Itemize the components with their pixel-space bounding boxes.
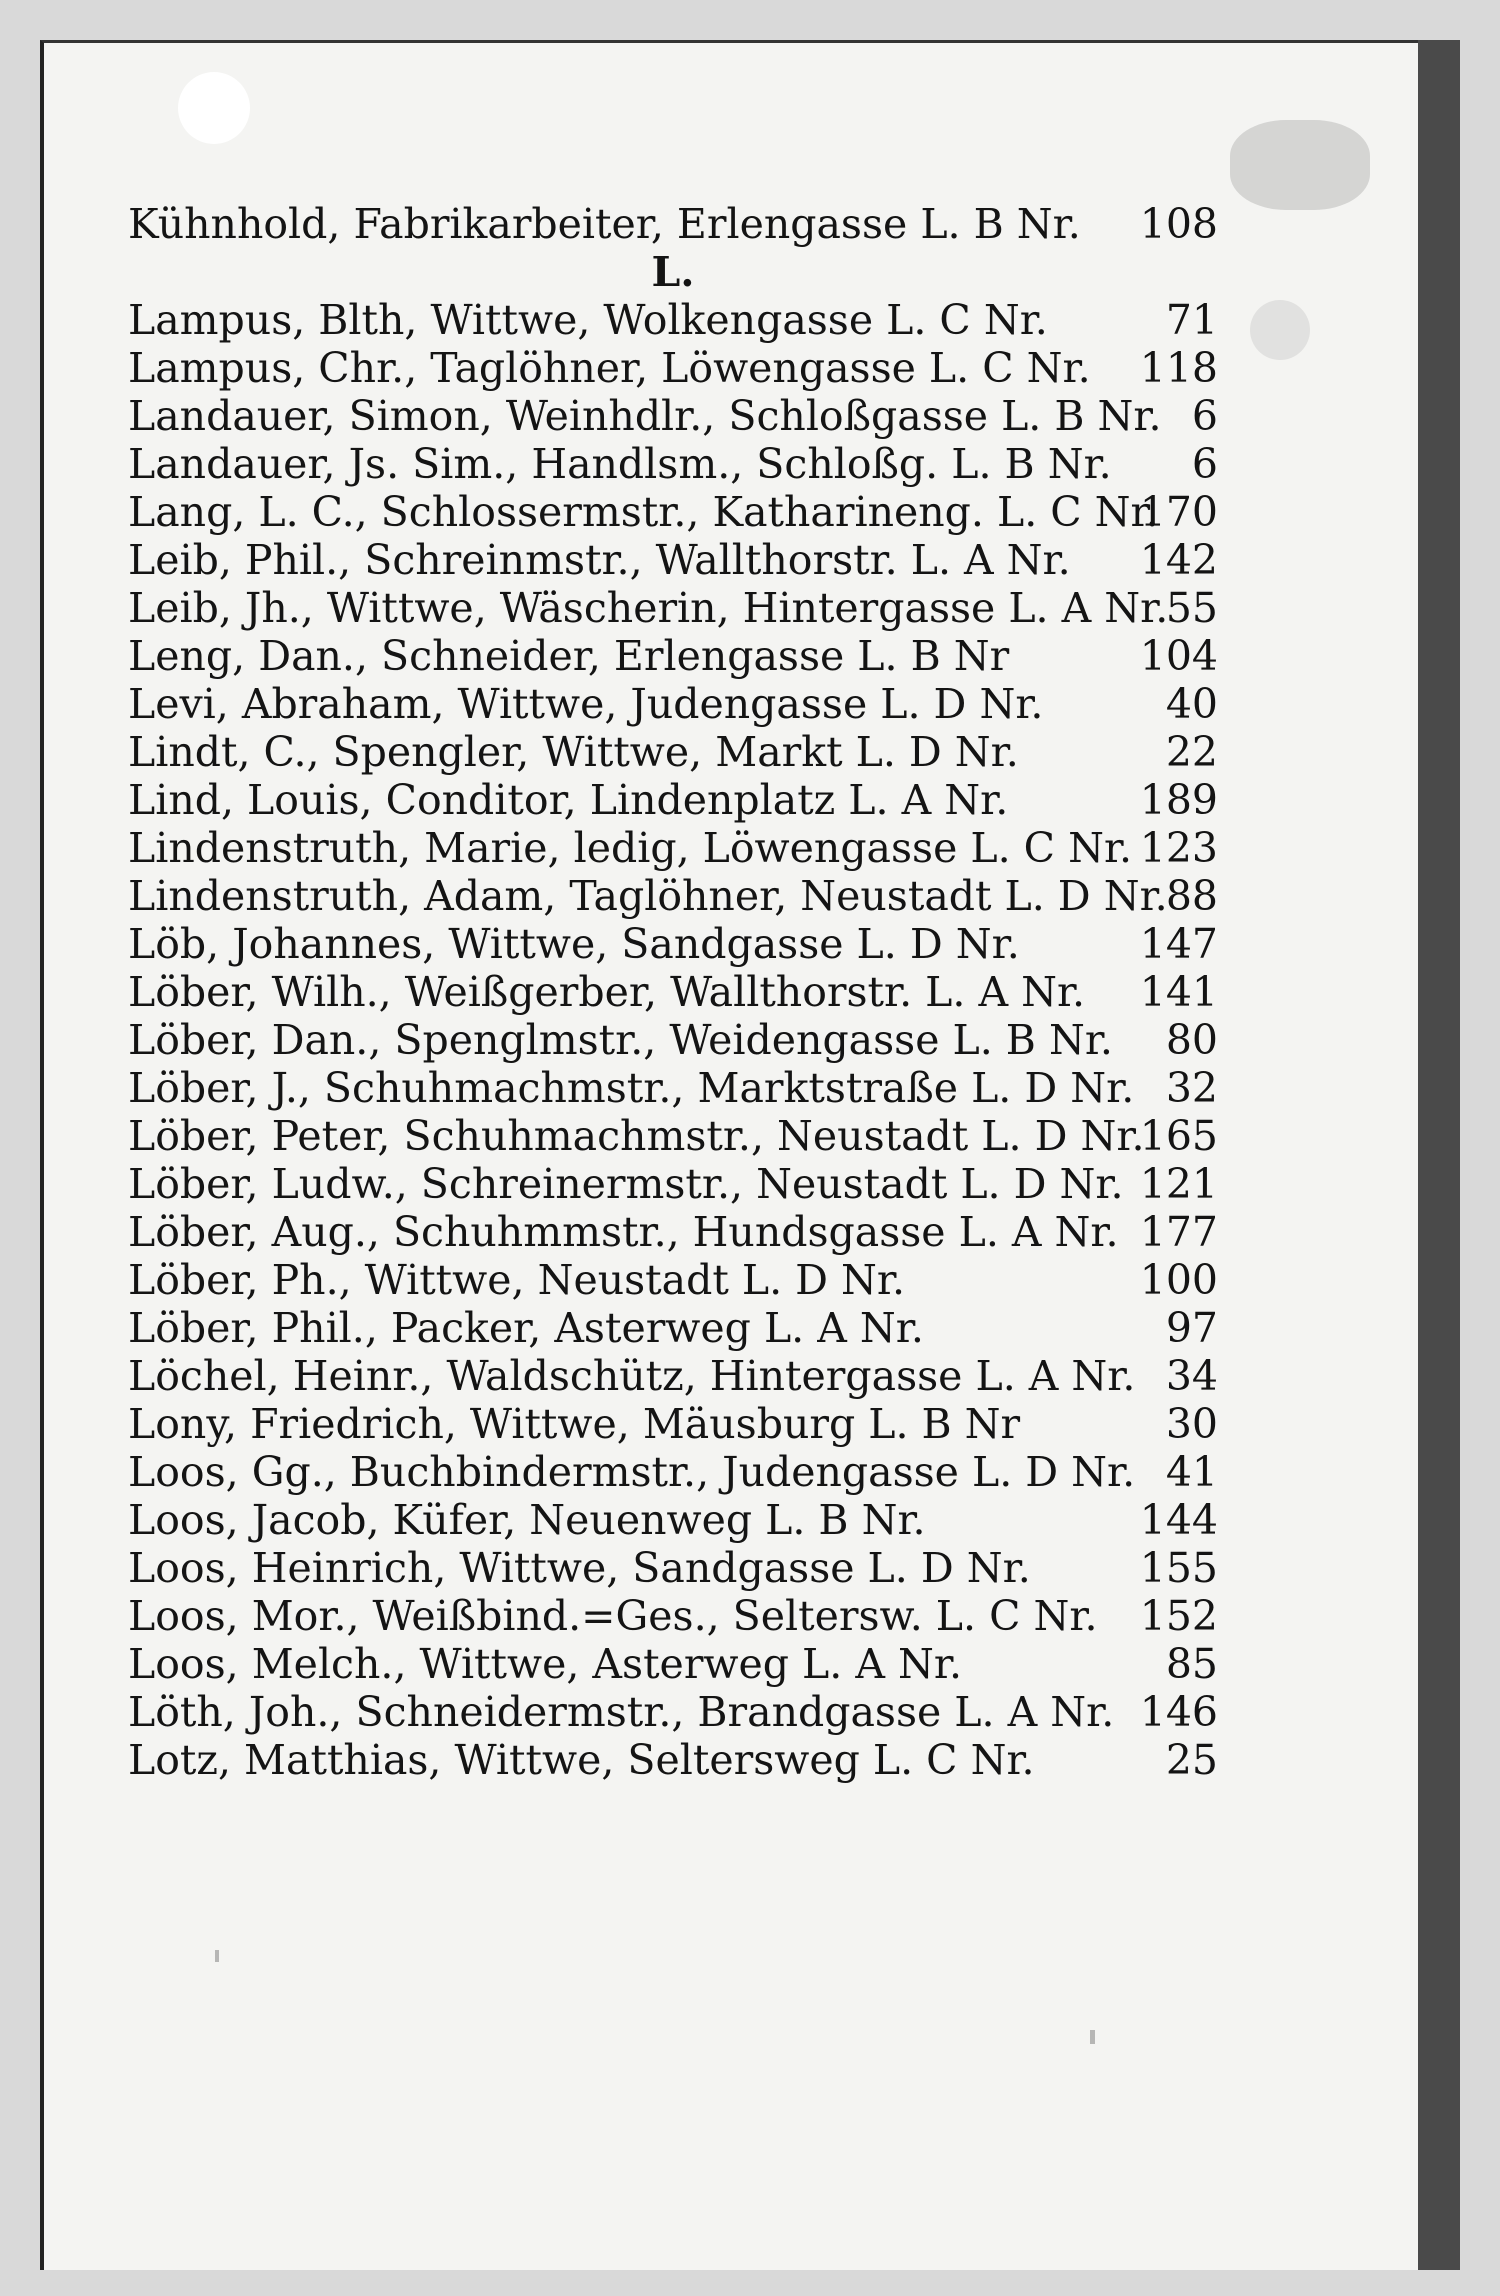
entry-number: 146 (1139, 1688, 1218, 1736)
entry-number: 100 (1139, 1256, 1218, 1304)
entry-number: 108 (1139, 200, 1218, 248)
entry-text: Löber, Phil., Packer, Asterweg L. A Nr. (128, 1304, 924, 1352)
entry-text: Löth, Joh., Schneidermstr., Brandgasse L. A Nr. (128, 1688, 1115, 1736)
entry-number: 40 (1165, 680, 1218, 728)
entry-number: 85 (1165, 1640, 1218, 1688)
scan-speck (1230, 120, 1370, 210)
entry-row (128, 296, 1218, 344)
page-shadow-edge (1418, 40, 1460, 2270)
entry-row (128, 1208, 1218, 1256)
entry-text: Loos, Mor., Weißbind.=Ges., Seltersw. L. C Nr. (128, 1592, 1098, 1640)
entry-row (128, 1112, 1218, 1160)
entry-text: Loos, Gg., Buchbindermstr., Judengasse L. D Nr. (128, 1448, 1136, 1496)
entry-number: 34 (1165, 1352, 1218, 1400)
entry-row (128, 344, 1218, 392)
section-letter: L. (651, 248, 695, 296)
entry-text: Leib, Phil., Schreinmstr., Wallthorstr. L. A Nr. (128, 536, 1071, 584)
entry-text: Löber, J., Schuhmachmstr., Marktstraße L. D Nr. (128, 1064, 1135, 1112)
entry-number: 141 (1139, 968, 1218, 1016)
entry-row (128, 392, 1218, 440)
entry-number: 25 (1165, 1736, 1218, 1784)
entry-text: Löber, Ludw., Schreinermstr., Neustadt L. D Nr. (128, 1160, 1124, 1208)
entry-number: 6 (1191, 392, 1218, 440)
entry-text: Löb, Johannes, Wittwe, Sandgasse L. D Nr. (128, 920, 1020, 968)
entry-number: 152 (1139, 1592, 1218, 1640)
entry-number: 32 (1165, 1064, 1218, 1112)
entry-text: Löchel, Heinr., Waldschütz, Hintergasse L. A Nr. (128, 1352, 1136, 1400)
entry-text: Lotz, Matthias, Wittwe, Seltersweg L. C Nr. (128, 1736, 1035, 1784)
entry-number: 147 (1139, 920, 1218, 968)
entry-text: Lindenstruth, Marie, ledig, Löwengasse L. C Nr. (128, 824, 1133, 872)
entry-text: Löber, Ph., Wittwe, Neustadt L. D Nr. (128, 1256, 906, 1304)
section-heading (128, 248, 1218, 296)
entry-number: 177 (1139, 1208, 1218, 1256)
entry-number: 165 (1139, 1112, 1218, 1160)
entry-row (128, 632, 1218, 680)
entry-text: Loos, Heinrich, Wittwe, Sandgasse L. D Nr. (128, 1544, 1031, 1592)
entry-number: 6 (1191, 440, 1218, 488)
entry-text: Loos, Melch., Wittwe, Asterweg L. A Nr. (128, 1640, 962, 1688)
entry-text: Lind, Louis, Conditor, Lindenplatz L. A Nr. (128, 776, 1009, 824)
entry-text: Löber, Wilh., Weißgerber, Wallthorstr. L. A Nr. (128, 968, 1086, 1016)
entry-row (128, 1736, 1218, 1784)
entry-text: Leng, Dan., Schneider, Erlengasse L. B Nr (128, 632, 1010, 680)
entry-row (128, 488, 1218, 536)
entry-text: Lony, Friedrich, Wittwe, Mäusburg L. B Nr (128, 1400, 1021, 1448)
entry-number: 155 (1139, 1544, 1218, 1592)
entry-row (128, 824, 1218, 872)
entry-row (128, 1448, 1218, 1496)
scan-speck (215, 1950, 219, 1962)
directory-listing (128, 200, 1218, 1784)
entry-text: Löber, Peter, Schuhmachmstr., Neustadt L. D Nr. (128, 1112, 1145, 1160)
scan-speck (1090, 2030, 1095, 2044)
entry-row (128, 1256, 1218, 1304)
entry-text: Lampus, Chr., Taglöhner, Löwengasse L. C Nr. (128, 344, 1091, 392)
scan-speck (1250, 300, 1310, 360)
entry-text: Kühnhold, Fabrikarbeiter, Erlengasse L. B Nr. (128, 200, 1081, 248)
entry-text: Lindt, C., Spengler, Wittwe, Markt L. D Nr. (128, 728, 1019, 776)
entry-number: 189 (1139, 776, 1218, 824)
entry-text: Leib, Jh., Wittwe, Wäscherin, Hintergasse L. A Nr. (128, 584, 1169, 632)
entry-row (128, 1016, 1218, 1064)
entry-row (128, 1496, 1218, 1544)
entry-number: 144 (1139, 1496, 1218, 1544)
entry-number: 121 (1139, 1160, 1218, 1208)
entry-row (128, 968, 1218, 1016)
entry-number: 41 (1165, 1448, 1218, 1496)
entry-text: Landauer, Simon, Weinhdlr., Schloßgasse L. B Nr. (128, 392, 1162, 440)
entry-row (128, 536, 1218, 584)
entry-text: Lampus, Blth, Wittwe, Wolkengasse L. C Nr. (128, 296, 1048, 344)
entry-row (128, 776, 1218, 824)
entry-row (128, 200, 1218, 248)
entry-row (128, 872, 1218, 920)
entry-row (128, 1160, 1218, 1208)
entry-row (128, 1544, 1218, 1592)
entry-number: 142 (1139, 536, 1218, 584)
punch-hole (178, 72, 250, 144)
entry-number: 71 (1165, 296, 1218, 344)
entry-row (128, 1352, 1218, 1400)
entry-text: Levi, Abraham, Wittwe, Judengasse L. D Nr. (128, 680, 1044, 728)
entry-row (128, 920, 1218, 968)
entry-text: Lang, L. C., Schlossermstr., Katharineng. L. C Nr. (128, 488, 1159, 536)
entry-number: 22 (1165, 728, 1218, 776)
entry-text: Landauer, Js. Sim., Handlsm., Schloßg. L. B Nr. (128, 440, 1112, 488)
entry-row (128, 584, 1218, 632)
entry-number: 104 (1139, 632, 1218, 680)
entry-row (128, 1688, 1218, 1736)
entry-number: 30 (1165, 1400, 1218, 1448)
entry-row (128, 1304, 1218, 1352)
entry-number: 118 (1139, 344, 1218, 392)
entry-number: 170 (1139, 488, 1218, 536)
entry-row (128, 680, 1218, 728)
entry-number: 80 (1165, 1016, 1218, 1064)
entry-number: 88 (1165, 872, 1218, 920)
entry-row (128, 1400, 1218, 1448)
entry-text: Loos, Jacob, Küfer, Neuenweg L. B Nr. (128, 1496, 926, 1544)
entry-text: Löber, Aug., Schuhmmstr., Hundsgasse L. A Nr. (128, 1208, 1119, 1256)
entry-row (128, 440, 1218, 488)
entry-row (128, 1592, 1218, 1640)
entry-number: 123 (1139, 824, 1218, 872)
entry-row (128, 1064, 1218, 1112)
entry-text: Löber, Dan., Spenglmstr., Weidengasse L. B Nr. (128, 1016, 1113, 1064)
entry-row (128, 728, 1218, 776)
entry-number: 55 (1165, 584, 1218, 632)
entry-row (128, 1640, 1218, 1688)
entry-text: Lindenstruth, Adam, Taglöhner, Neustadt L. D Nr. (128, 872, 1168, 920)
entry-number: 97 (1165, 1304, 1218, 1352)
